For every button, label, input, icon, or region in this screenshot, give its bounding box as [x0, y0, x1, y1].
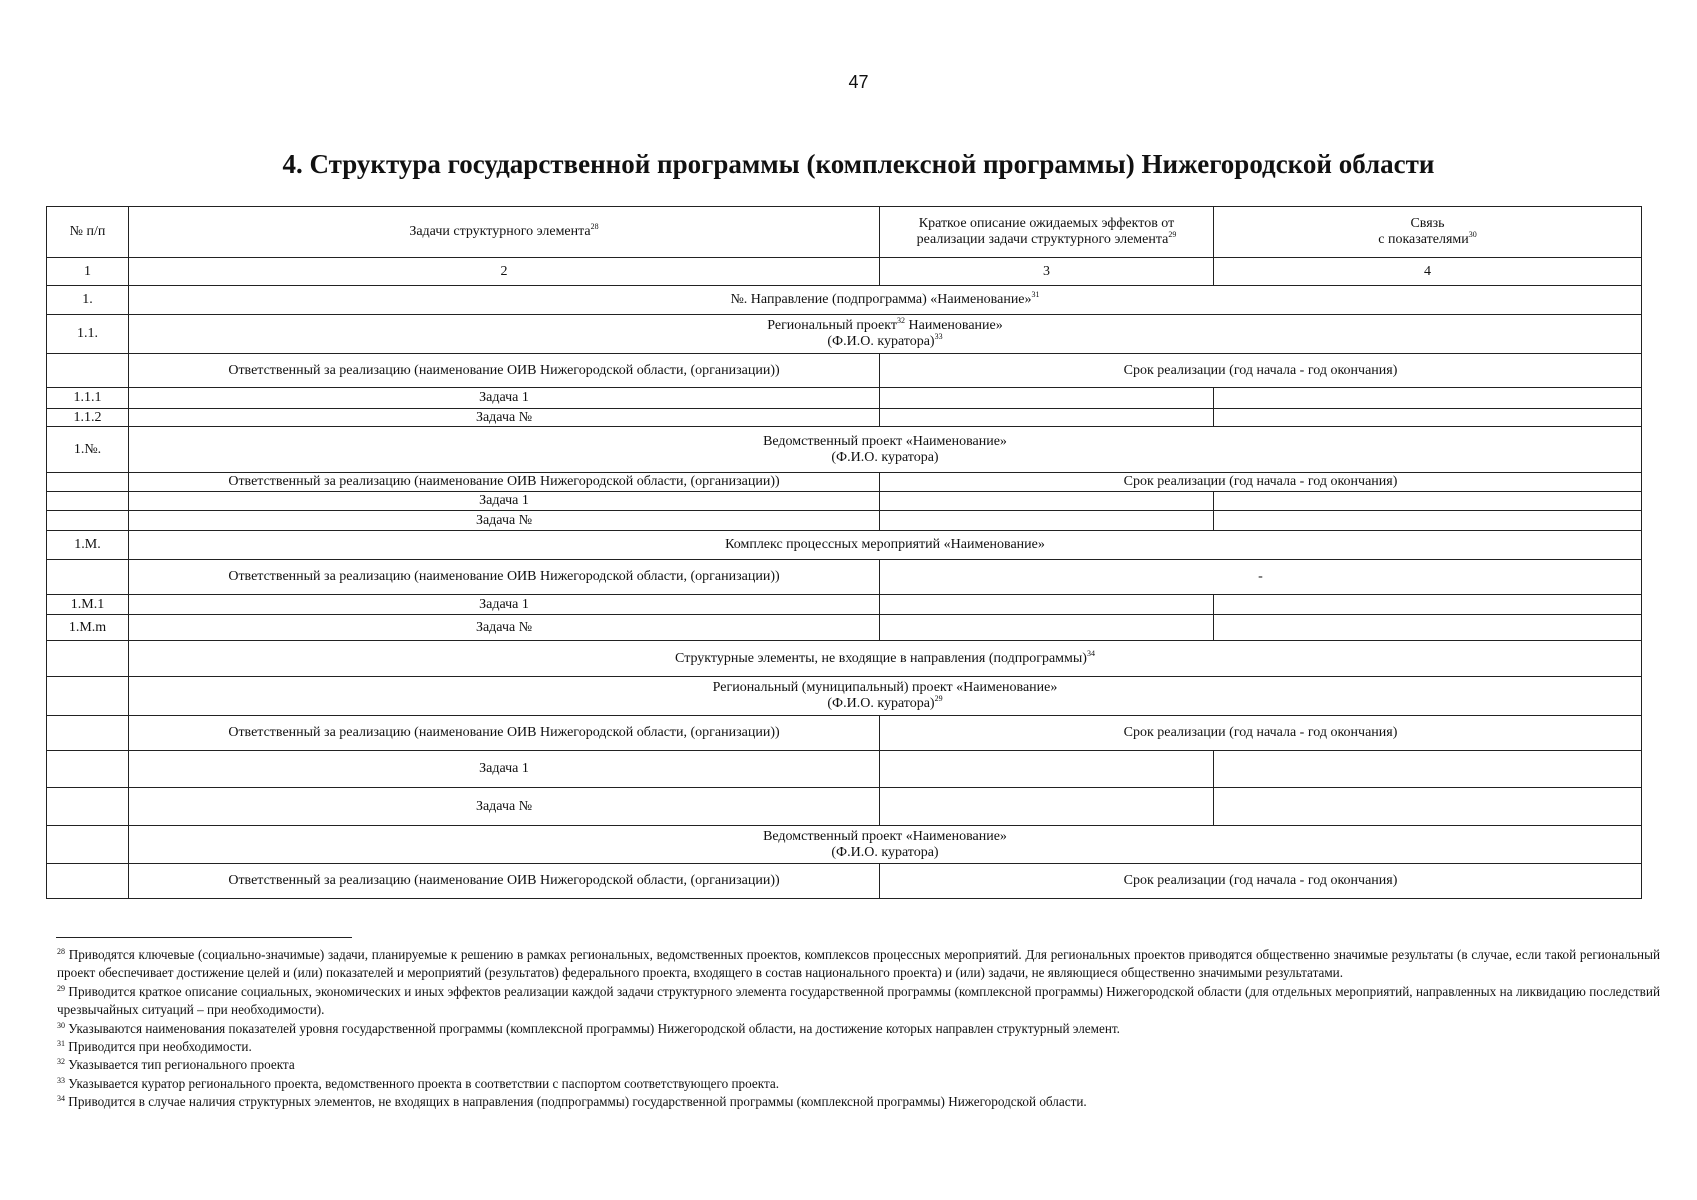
- task-label: Задача №: [129, 788, 880, 826]
- regional-project-title: Региональный проект$^{32}$ Наименование» (Ф.И.О. куратора)$^{33}$: [129, 315, 1642, 354]
- footnote: $^{29}$ Приводится краткое описание социальных, экономических и иных эффектов реализации каждой задачи структурного элемента государственной программы (комплексной программы) Нижегородской области (для отдельных мероприятий, направленных на ликвидацию последствий чрезвычайных ситуаций – при необходимости).: [57, 983, 1661, 1018]
- departmental-project-title: Ведомственный проект «Наименование» (Ф.И.О. куратора): [129, 427, 1642, 473]
- footnote: $^{28}$ Приводятся ключевые (социально-значимые) задачи, планируемые к решению в рамках региональных, ведомственных проектов, комплексов процессных мероприятий. Для региональных проектов приводятся общественно значимые результаты (в случае, если такой региональный проект обеспечивает достижение целей и (или) показателей и мероприятий (результатов) федерального проекта, входящего в состав национального проекта) и (или) задачи, не являющиеся общественно значимыми результатами.: [57, 947, 1660, 981]
- period-label: Срок реализации (год начала - год окончания): [880, 716, 1642, 751]
- direction-title: №. Направление (подпрограмма) «Наименование»$^{31}$: [129, 286, 1642, 315]
- task-label: Задача №: [129, 511, 880, 531]
- header-num: № п/п: [47, 207, 129, 258]
- responsible-label: Ответственный за реализацию (наименование ОИВ Нижегородской области, (организации)): [129, 864, 880, 899]
- page-number: 47: [848, 72, 869, 92]
- col-number: 1: [47, 258, 129, 286]
- task-row: [47, 615, 1642, 641]
- header-link: Связь с показателями$^{30}$: [1214, 207, 1642, 258]
- row-num: 1.1.1: [47, 388, 129, 409]
- row-num: 1.: [47, 286, 129, 315]
- row-num: 1.№.: [47, 427, 129, 473]
- table-header-row: [47, 207, 1642, 258]
- col-number: 2: [129, 258, 880, 286]
- header-effects: Краткое описание ожидаемых эффектов от реализации задачи структурного элемента$^{29}$: [880, 207, 1214, 258]
- task-label: Задача №: [129, 409, 880, 427]
- footnote: $^{34}$ Приводится в случае наличия структурных элементов, не входящих в направления (подпрограммы) государственной программы (комплексной программы) Нижегородской области.: [57, 1094, 1087, 1110]
- outside-elements-row: [47, 641, 1642, 677]
- responsible-label: Ответственный за реализацию (наименование ОИВ Нижегородской области, (организации)): [129, 560, 880, 595]
- departmental-project-row: [47, 826, 1642, 864]
- complex-period: -: [880, 560, 1642, 595]
- responsible-label: Ответственный за реализацию (наименование ОИВ Нижегородской области, (организации)): [129, 473, 880, 492]
- task-label: Задача 1: [129, 492, 880, 511]
- footnotes: [57, 946, 1660, 1112]
- task-row: [47, 788, 1642, 826]
- footnote: $^{30}$ Указываются наименования показателей уровня государственной программы (комплексной программы) Нижегородской области, на достижение которых направлен структурный элемент.: [57, 1020, 1120, 1036]
- task-row: [47, 751, 1642, 788]
- complex-row: [47, 531, 1642, 560]
- column-numbers-row: [47, 258, 1642, 286]
- task-label: Задача №: [129, 615, 880, 641]
- task-row: [47, 492, 1642, 511]
- outside-elements-title: Структурные элементы, не входящие в направления (подпрограммы)$^{34}$: [129, 641, 1642, 677]
- col-number: 3: [880, 258, 1214, 286]
- responsible-label: Ответственный за реализацию (наименование ОИВ Нижегородской области, (организации)): [129, 354, 880, 388]
- responsible-row: [47, 473, 1642, 492]
- complex-title: Комплекс процессных мероприятий «Наименование»: [129, 531, 1642, 560]
- footnote: $^{33}$ Указывается куратор регионального проекта, ведомственного проекта в соответствии с паспортом соответствующего проекта.: [57, 1075, 780, 1091]
- departmental-project-title: Ведомственный проект «Наименование» (Ф.И.О. куратора): [129, 826, 1642, 864]
- responsible-row: [47, 560, 1642, 595]
- responsible-label: Ответственный за реализацию (наименование ОИВ Нижегородской области, (организации)): [129, 716, 880, 751]
- row-num: 1.M.m: [47, 615, 129, 641]
- regional-project-row: [47, 315, 1642, 354]
- responsible-row: [47, 864, 1642, 899]
- task-row: [47, 511, 1642, 531]
- structure-table: [46, 206, 1642, 899]
- footnote: $^{32}$ Указывается тип регионального проекта: [57, 1057, 295, 1073]
- period-label: Срок реализации (год начала - год окончания): [880, 473, 1642, 492]
- direction-row: [47, 286, 1642, 315]
- task-label: Задача 1: [129, 388, 880, 409]
- task-label: Задача 1: [129, 751, 880, 788]
- municipal-project-row: [47, 677, 1642, 716]
- responsible-row: [47, 716, 1642, 751]
- page-title: 4. Структура государственной программы (комплексной программы) Нижегородской области: [282, 149, 1435, 179]
- responsible-row: [47, 354, 1642, 388]
- municipal-project-title: Региональный (муниципальный) проект «Наименование» (Ф.И.О. куратора)$^{29}$: [129, 677, 1642, 716]
- col-number: 4: [1214, 258, 1642, 286]
- period-label: Срок реализации (год начала - год окончания): [880, 864, 1642, 899]
- footnote: $^{31}$ Приводится при необходимости.: [57, 1039, 252, 1055]
- row-num: 1.M.1: [47, 595, 129, 615]
- row-num: 1.M.: [47, 531, 129, 560]
- row-num: 1.1.: [47, 315, 129, 354]
- header-tasks: Задачи структурного элемента$^{28}$: [129, 207, 880, 258]
- task-row: [47, 409, 1642, 427]
- footnote-separator: [56, 937, 352, 938]
- row-num: 1.1.2: [47, 409, 129, 427]
- departmental-project-row: [47, 427, 1642, 473]
- task-row: [47, 388, 1642, 409]
- task-row: [47, 595, 1642, 615]
- task-label: Задача 1: [129, 595, 880, 615]
- period-label: Срок реализации (год начала - год окончания): [880, 354, 1642, 388]
